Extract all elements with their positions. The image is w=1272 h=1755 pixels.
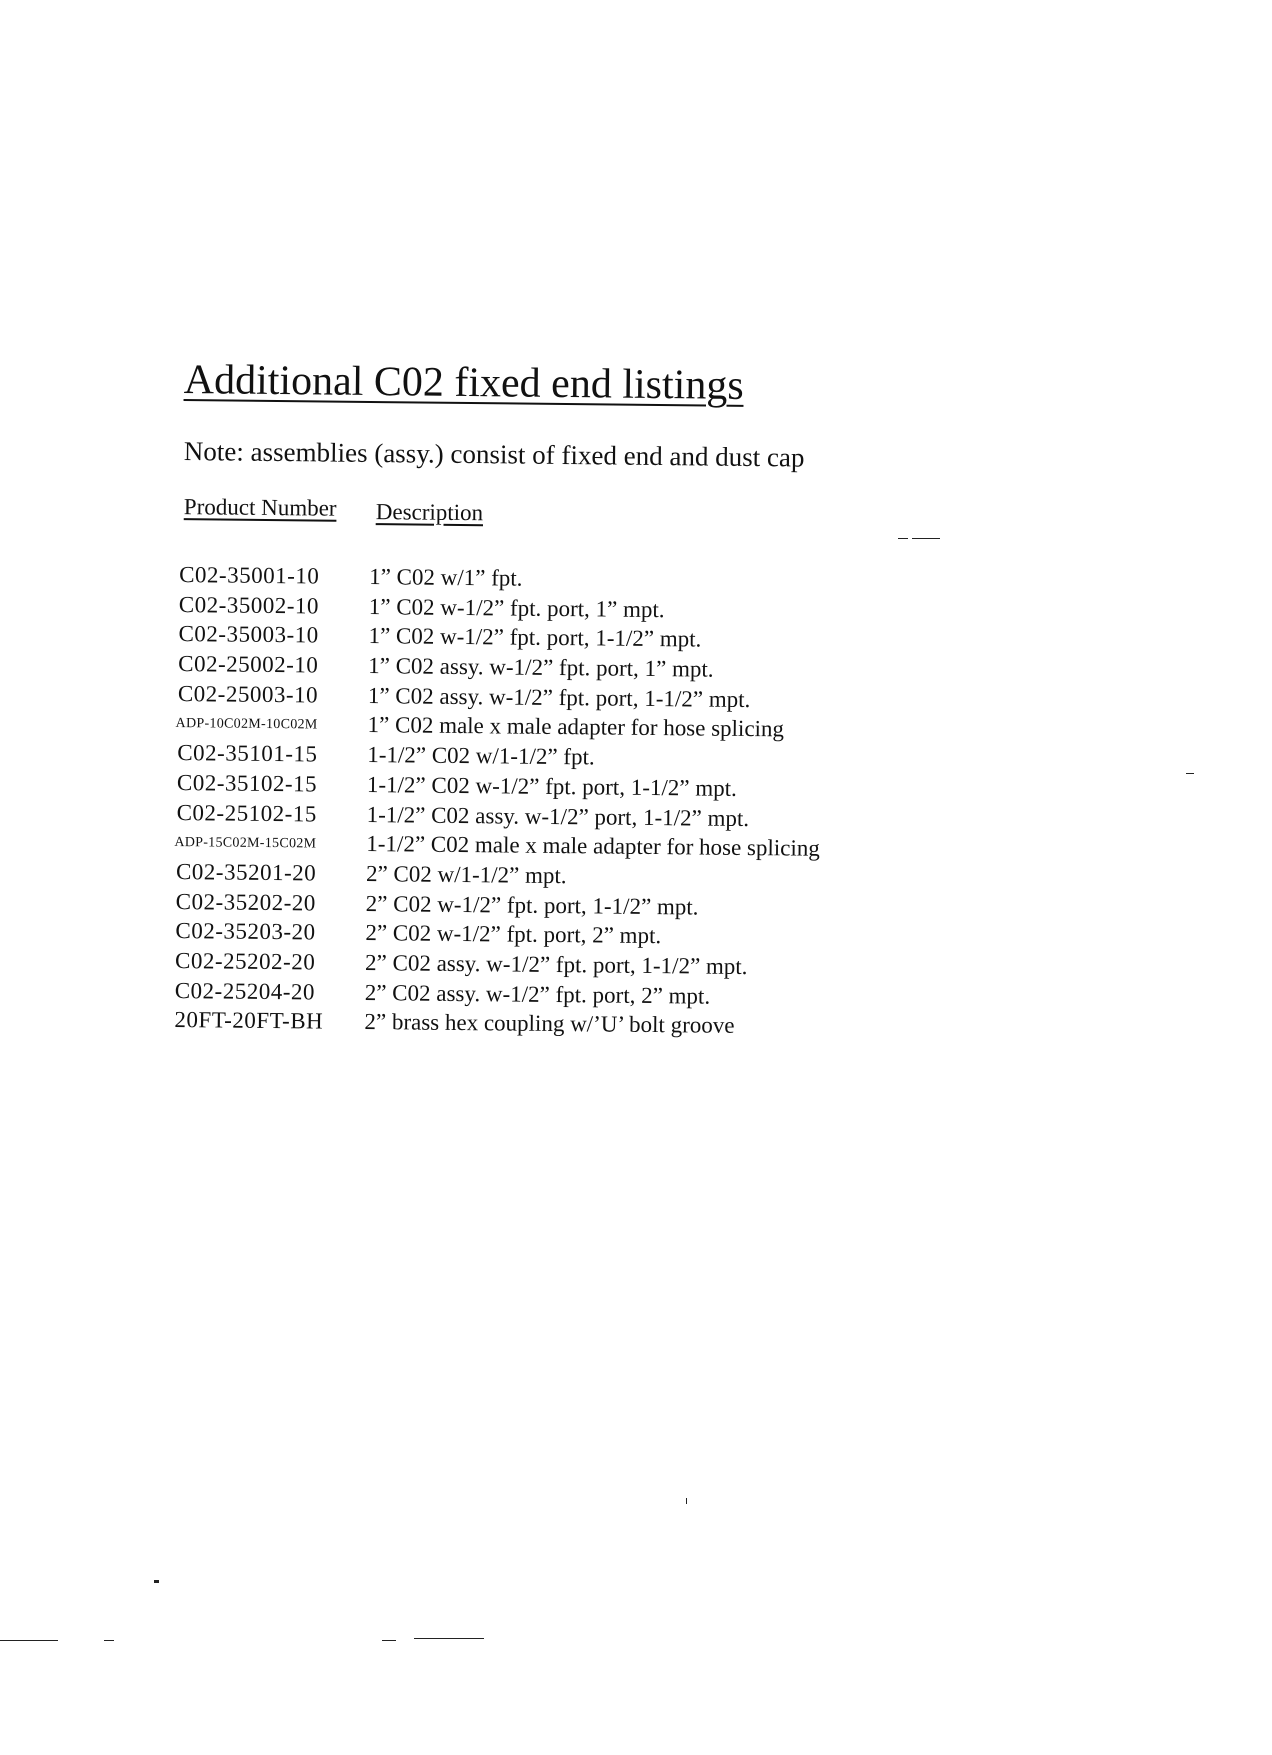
table-row	[172, 680, 751, 712]
product-description: 2” C02 assy. w-1/2” fpt. port, 2” mpt.	[364, 979, 711, 1009]
table-row	[170, 858, 567, 889]
column-header-description: Description	[375, 499, 484, 526]
table-row	[169, 977, 711, 1009]
table-row	[170, 888, 699, 920]
product-description: 1-1/2” C02 w/1-1/2” fpt.	[367, 742, 595, 770]
product-description: 1” C02 w-1/2” fpt. port, 1” mpt.	[368, 593, 665, 622]
table-row	[172, 651, 714, 682]
product-description: 1” C02 male x male adapter for hose splicing	[367, 712, 785, 742]
product-number: 20FT-20FT-BH	[174, 1007, 324, 1034]
table-row	[173, 591, 665, 622]
product-description: 2” C02 w-1/2” fpt. port, 2” mpt.	[365, 920, 662, 949]
product-table	[168, 494, 820, 1039]
table-row	[169, 918, 662, 949]
scan-mark	[414, 1638, 484, 1639]
scan-mark	[154, 1580, 159, 1583]
table-body	[168, 562, 820, 1039]
product-number: C02-25003-10	[177, 680, 319, 708]
product-number: C02-35201-20	[175, 858, 317, 886]
scan-mark	[898, 538, 908, 539]
product-description: 1” C02 w-1/2” fpt. port, 1-1/2” mpt.	[368, 623, 702, 652]
table-row	[171, 740, 595, 770]
product-description: 1-1/2” C02 assy. w-1/2” port, 1-1/2” mpt.	[366, 801, 750, 831]
table-row	[170, 799, 750, 831]
table-row	[172, 621, 702, 652]
product-description: 2” C02 assy. w-1/2” fpt. port, 1-1/2” mpt.	[364, 949, 748, 979]
product-description: 1-1/2” C02 male x male adapter for hose splicing	[366, 831, 820, 861]
table-row	[173, 562, 523, 592]
product-number: C02-25204-20	[174, 977, 316, 1005]
column-header-product-number: Product Number	[183, 494, 337, 521]
product-description: 2” brass hex coupling w/’U’ bolt groove	[364, 1009, 735, 1039]
product-description: 2” C02 w/1-1/2” mpt.	[365, 860, 567, 889]
scan-mark	[0, 1640, 58, 1641]
product-description: 1” C02 assy. w-1/2” fpt. port, 1” mpt.	[368, 653, 714, 682]
table-row	[168, 1007, 735, 1039]
scan-mark	[912, 538, 940, 539]
product-number: C02-35001-10	[179, 562, 320, 589]
product-number: C02-25102-15	[176, 799, 317, 827]
table-row	[171, 710, 785, 742]
scan-mark	[686, 1498, 687, 1504]
product-number: C02-25202-20	[174, 947, 316, 975]
product-number: ADP-10C02M-10C02M	[175, 716, 318, 733]
product-description: 1” C02 assy. w-1/2” fpt. port, 1-1/2” mpt.	[367, 682, 751, 712]
page-title: Additional C02 fixed end listings	[183, 356, 744, 409]
product-number: C02-35003-10	[178, 621, 319, 648]
product-description: 2” C02 w-1/2” fpt. port, 1-1/2” mpt.	[365, 890, 699, 920]
scan-mark	[104, 1640, 114, 1641]
scan-mark	[1186, 773, 1194, 774]
table-row	[171, 769, 737, 801]
table-row	[170, 829, 820, 861]
product-number: C02-25002-10	[178, 651, 319, 678]
product-number: C02-35101-15	[177, 740, 318, 767]
table-row	[169, 947, 748, 979]
product-description: 1-1/2” C02 w-1/2” fpt. port, 1-1/2” mpt.	[366, 771, 737, 801]
product-number: C02-35202-20	[175, 888, 317, 916]
product-number: C02-35102-15	[176, 769, 318, 797]
product-number: C02-35002-10	[178, 591, 320, 619]
product-number: ADP-15C02M-15C02M	[174, 835, 317, 852]
scan-mark	[382, 1640, 396, 1641]
product-description: 1” C02 w/1” fpt.	[369, 564, 523, 591]
product-number: C02-35203-20	[175, 918, 316, 945]
note-text: Note: assemblies (assy.) consist of fixed end and dust cap	[183, 436, 805, 473]
